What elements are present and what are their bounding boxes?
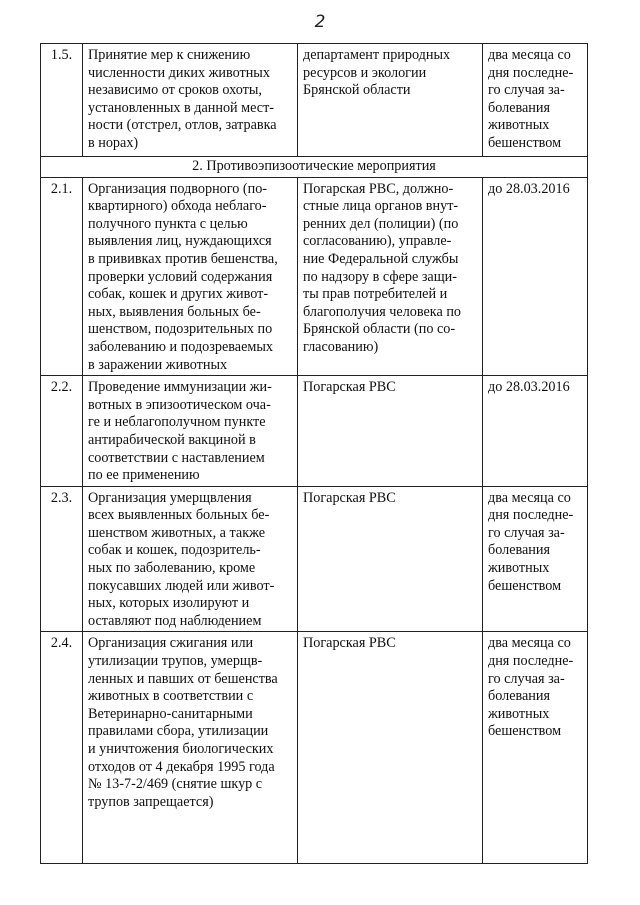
- activity-cell: Организация подворного (по- квартирного) обхода неблаго- получного пункта с целью выявления лиц, нуждающихся в прививках против бешенства, проверки условий содержания собак, кошек и других живот- ных, выявления больных бе- шенством, подозрительных по заболеванию и подозреваемых в заражении животных: [83, 177, 298, 376]
- row-number: 2.3.: [41, 486, 83, 632]
- deadline-cell: два месяца со дня последне- го случая за- болевания животных бешенством: [483, 44, 588, 157]
- row-number: 1.5.: [41, 44, 83, 157]
- responsible-cell: Погарская РВС: [298, 376, 483, 487]
- table-row: [41, 376, 588, 487]
- activity-cell: Организация сжигания или утилизации трупов, умерщв- ленных и павших от бешенства животных в соответствии с Ветеринарно-санитарными правилами сбора, утилизации и уничтожения биологических отходов от 4 декабря 1995 года № 13-7-2/469 (снятие шкур с трупов запрещается): [83, 632, 298, 864]
- row-number: 2.1.: [41, 177, 83, 376]
- deadline-cell: до 28.03.2016: [483, 376, 588, 487]
- table-row: [41, 177, 588, 376]
- table-row: [41, 632, 588, 864]
- section-heading: 2. Противоэпизоотические мероприятия: [41, 157, 588, 178]
- responsible-cell: департамент природных ресурсов и экологии Брянской области: [298, 44, 483, 157]
- row-number: 2.2.: [41, 376, 83, 487]
- measures-table: [40, 43, 588, 864]
- deadline-cell: два месяца со дня последне- го случая за- болевания животных бешенством: [483, 632, 588, 864]
- deadline-cell: два месяца со дня последне- го случая за- болевания животных бешенством: [483, 486, 588, 632]
- activity-cell: Организация умерщвления всех выявленных больных бе- шенством животных, а также собак и кошек, подозритель- ных по заболеванию, кроме покусавших людей или живот- ных, которых изолируют и оставляют под наблюдением: [83, 486, 298, 632]
- activity-cell: Принятие мер к снижению численности диких животных независимо от сроков охоты, установленных в данной мест- ности (отстрел, отлов, затравка в норах): [83, 44, 298, 157]
- responsible-cell: Погарская РВС: [298, 486, 483, 632]
- responsible-cell: Погарская РВС, должно- стные лица органов внут- ренних дел (полиции) (по согласованию), управле- ние Федеральной службы по надзору в сфере защи- ты прав потребителей и благополучия человека по Брянской области (по со- гласованию): [298, 177, 483, 376]
- deadline-cell: до 28.03.2016: [483, 177, 588, 376]
- section-row: [41, 157, 588, 178]
- responsible-cell: Погарская РВС: [298, 632, 483, 864]
- table-row: [41, 44, 588, 157]
- page-number: 2: [314, 12, 326, 32]
- table-row: [41, 486, 588, 632]
- row-number: 2.4.: [41, 632, 83, 864]
- activity-cell: Проведение иммунизации жи- вотных в эпизоотическом оча- ге и неблагополучном пункте антирабической вакциной в соответствии с наставлением по ее применению: [83, 376, 298, 487]
